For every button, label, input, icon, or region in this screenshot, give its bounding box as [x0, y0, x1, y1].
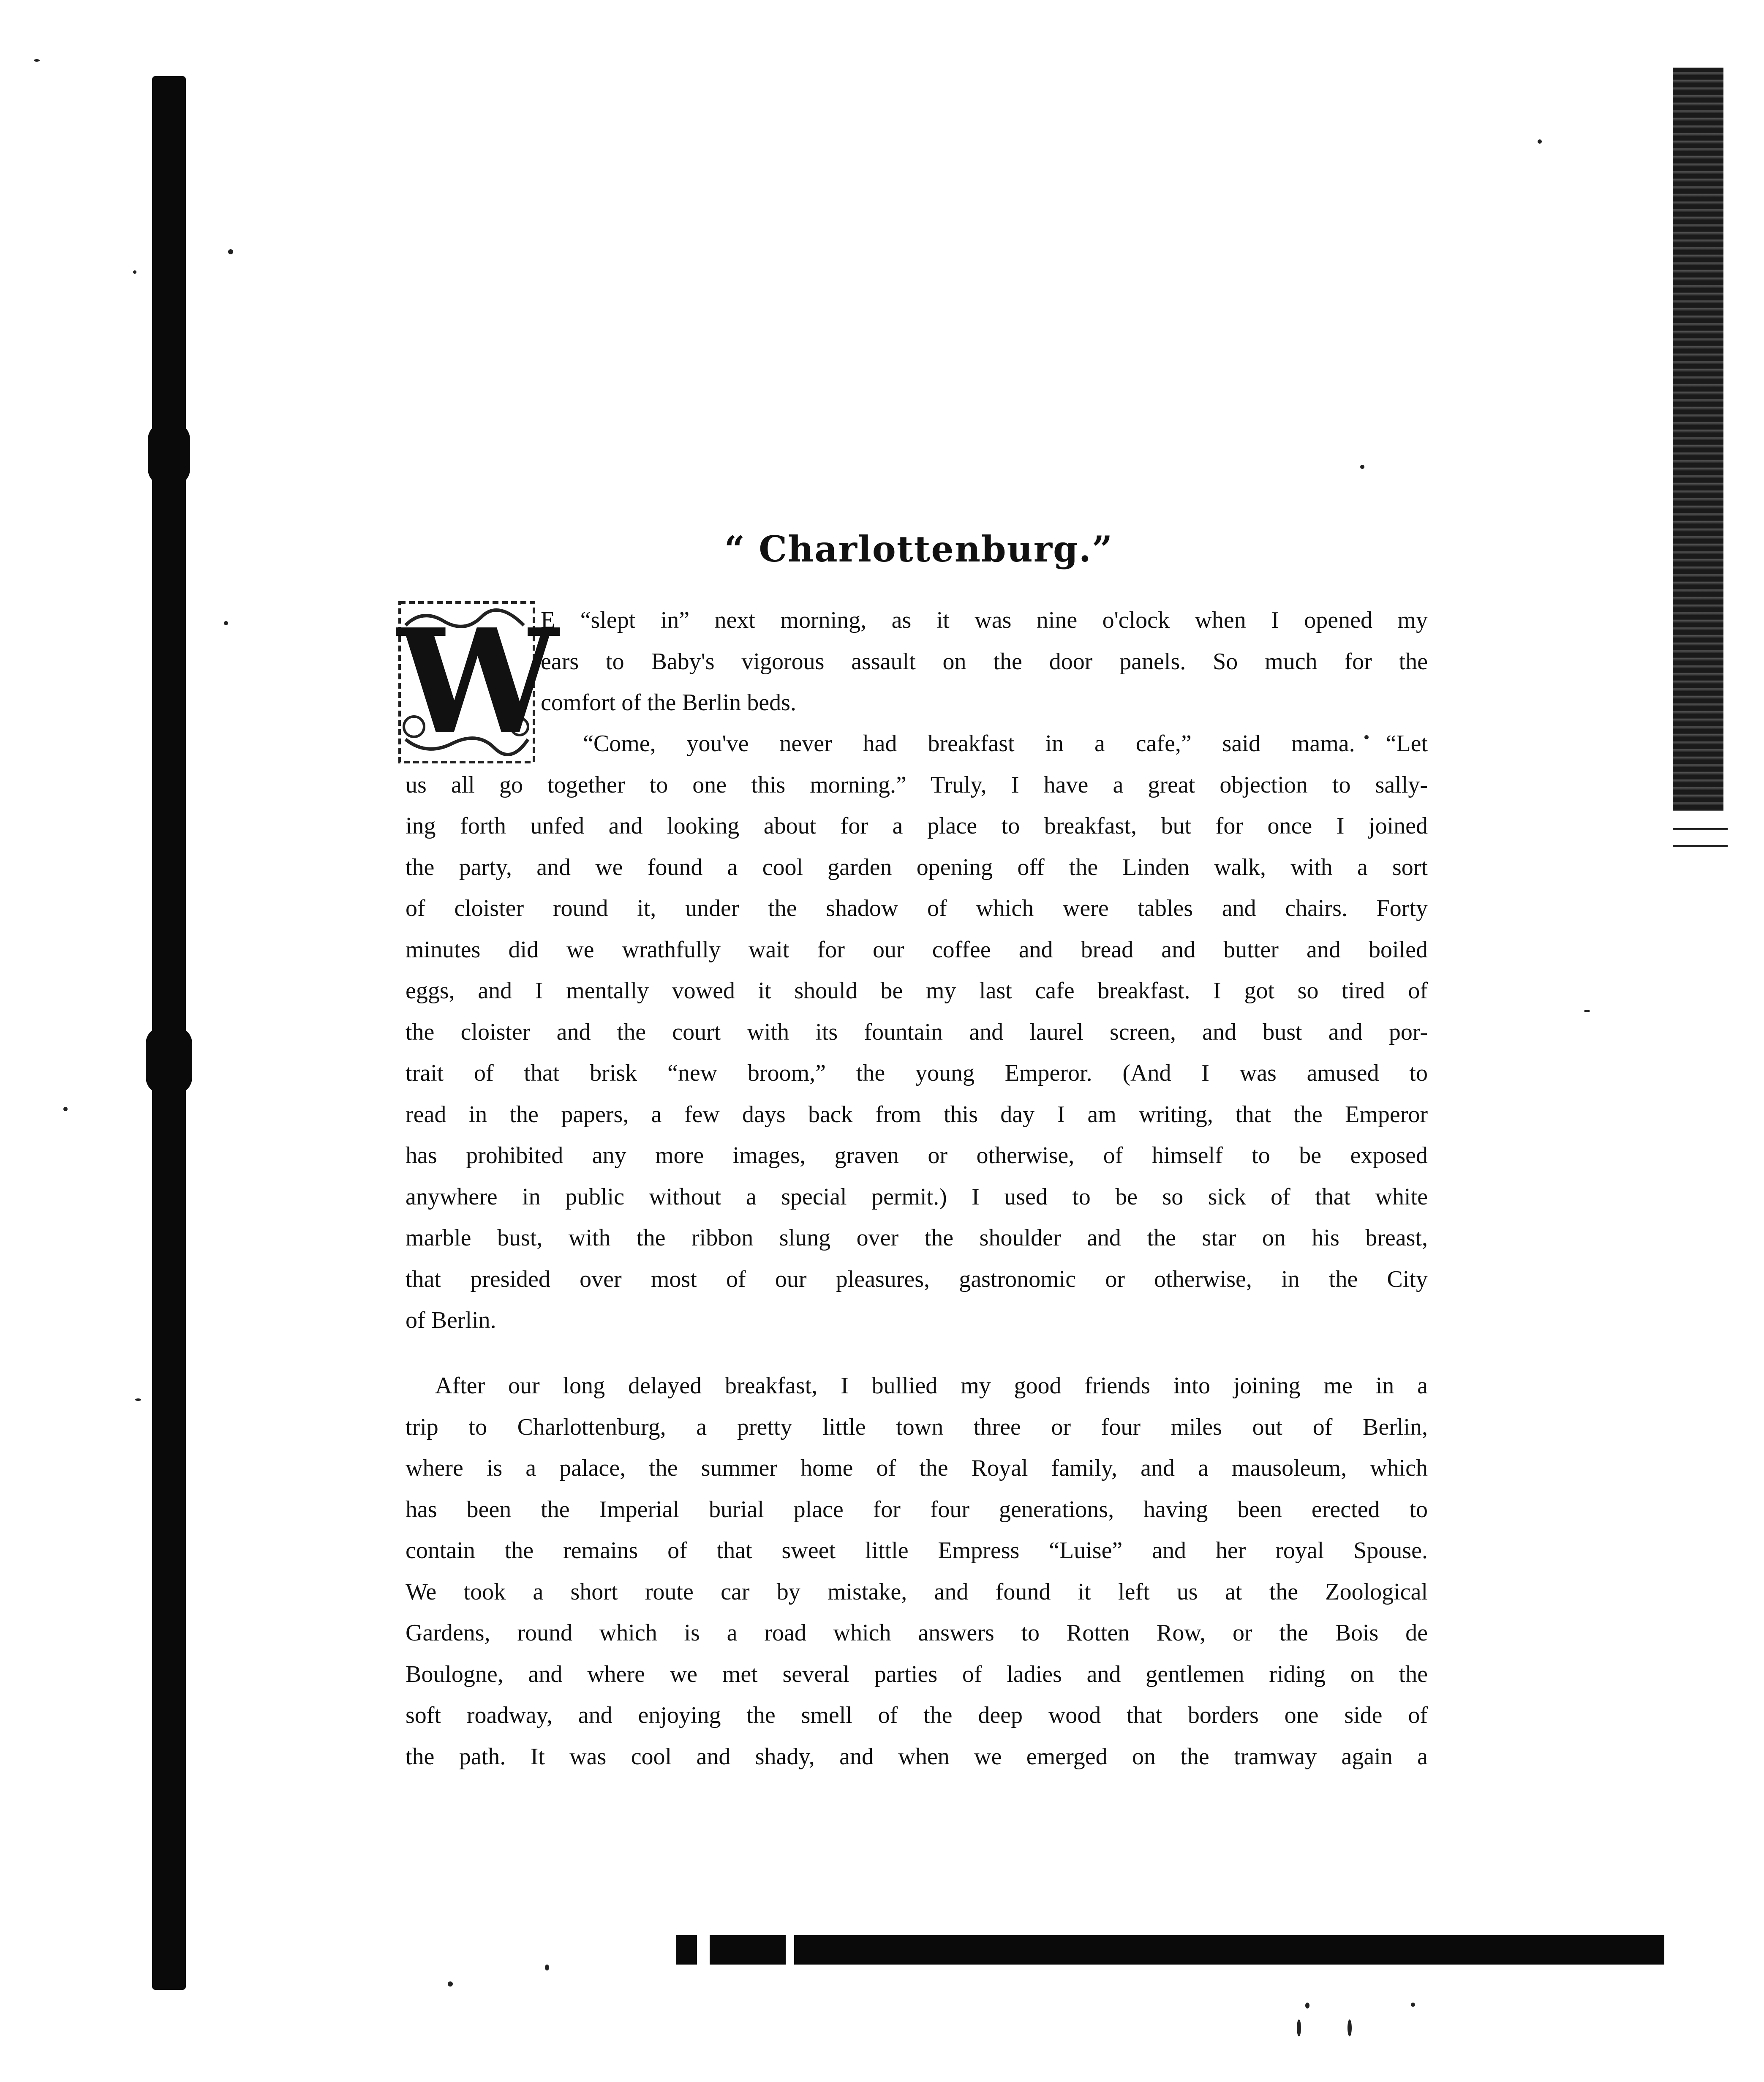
left-bar-knot	[146, 1027, 192, 1094]
scan-speck	[1297, 2019, 1301, 2036]
text-line: trait of that brisk “new broom,” the young Emperor. (And I was amused to	[406, 1060, 1428, 1086]
text-line: comfort of the Berlin beds.	[541, 689, 796, 716]
text-line: We took a short route car by mistake, and found it left us at the Zoological	[406, 1578, 1428, 1605]
text-line: Boulogne, and where we met several parties of ladies and gentlemen riding on the	[406, 1661, 1428, 1687]
text-line: of Berlin.	[406, 1307, 496, 1333]
right-edge-bar	[1673, 68, 1723, 811]
scan-speck	[448, 1981, 453, 1987]
text-line: Gardens, round which is a road which answers to Rotten Row, or the Bois de	[406, 1620, 1428, 1646]
right-edge-line	[1673, 845, 1728, 847]
text-line: the cloister and the court with its fountain and laurel screen, and bust and por-	[406, 1019, 1428, 1045]
scan-speck	[1584, 1010, 1590, 1012]
text-line: trip to Charlottenburg, a pretty little town three or four miles out of Berlin,	[406, 1414, 1428, 1440]
text-line: ing forth unfed and looking about for a place to breakfast, but for once I joined	[406, 813, 1428, 839]
scan-speck	[1348, 2019, 1352, 2036]
text-line: soft roadway, and enjoying the smell of the deep wood that borders one side of	[406, 1702, 1428, 1728]
scan-speck	[63, 1107, 68, 1111]
initial-letter: W	[397, 598, 558, 766]
text-line: where is a palace, the summer home of the Royal family, and a mausoleum, which	[406, 1455, 1428, 1481]
scan-speck	[545, 1965, 549, 1970]
text-line: of cloister round it, under the shadow of which were tables and chairs. Forty	[406, 895, 1428, 921]
text-line: has been the Imperial burial place for four generations, having been erected to	[406, 1496, 1428, 1523]
text-line: the path. It was cool and shady, and when we emerged on the tramway again a	[406, 1743, 1428, 1770]
text-line: eggs, and I mentally vowed it should be my last cafe breakfast. I got so tired of	[406, 978, 1428, 1004]
text-line: that presided over most of our pleasures, gastronomic or otherwise, in the City	[406, 1266, 1428, 1292]
chapter-title: “ Charlottenburg.”	[724, 528, 1113, 570]
text-line: the party, and we found a cool garden opening off the Linden walk, with a sort	[406, 854, 1428, 880]
text-line: marble bust, with the ribbon slung over the shoulder and the star on his breast,	[406, 1225, 1428, 1251]
scan-speck	[133, 270, 136, 274]
text-line: has prohibited any more images, graven or otherwise, of himself to be exposed	[406, 1142, 1428, 1169]
paragraph-charlottenburg-trip	[406, 1365, 1428, 1777]
text-line: read in the papers, a few days back from this day I am writing, that the Emperor	[406, 1101, 1428, 1128]
text-line: minutes did we wrathfully wait for our coffee and bread and butter and boiled	[406, 936, 1428, 963]
scan-speck	[1538, 139, 1542, 144]
text-line: ears to Baby's vigorous assault on the door panels. So much for the	[541, 648, 1428, 675]
paragraph-opening	[541, 600, 1428, 724]
right-edge-line	[1673, 828, 1728, 830]
paragraph-breakfast	[406, 723, 1428, 1341]
scan-speck	[224, 621, 228, 625]
left-bar-knot	[148, 422, 190, 486]
bottom-edge-bar	[676, 1935, 697, 1965]
scan-speck	[228, 249, 233, 254]
text-line: E “slept in” next morning, as it was nine o'clock when I opened my	[541, 607, 1428, 633]
scan-speck	[1411, 2003, 1415, 2007]
scan-speck	[34, 59, 40, 62]
bottom-edge-bar	[794, 1935, 1664, 1965]
scan-speck	[1305, 2003, 1309, 2008]
bottom-edge-bar	[710, 1935, 786, 1965]
text-line: contain the remains of that sweet little Empress “Luise” and her royal Spouse.	[406, 1537, 1428, 1564]
scan-speck	[1360, 465, 1364, 469]
text-line: us all go together to one this morning.” Truly, I have a great objection to sally-	[406, 771, 1428, 798]
text-line: After our long delayed breakfast, I bullied my good friends into joining me in a	[435, 1373, 1428, 1399]
scan-speck	[135, 1398, 141, 1401]
text-line: anywhere in public without a special permit.) I used to be so sick of that white	[406, 1183, 1428, 1210]
text-line: “Come, you've never had breakfast in a cafe,” said mama. “Let	[583, 730, 1428, 757]
